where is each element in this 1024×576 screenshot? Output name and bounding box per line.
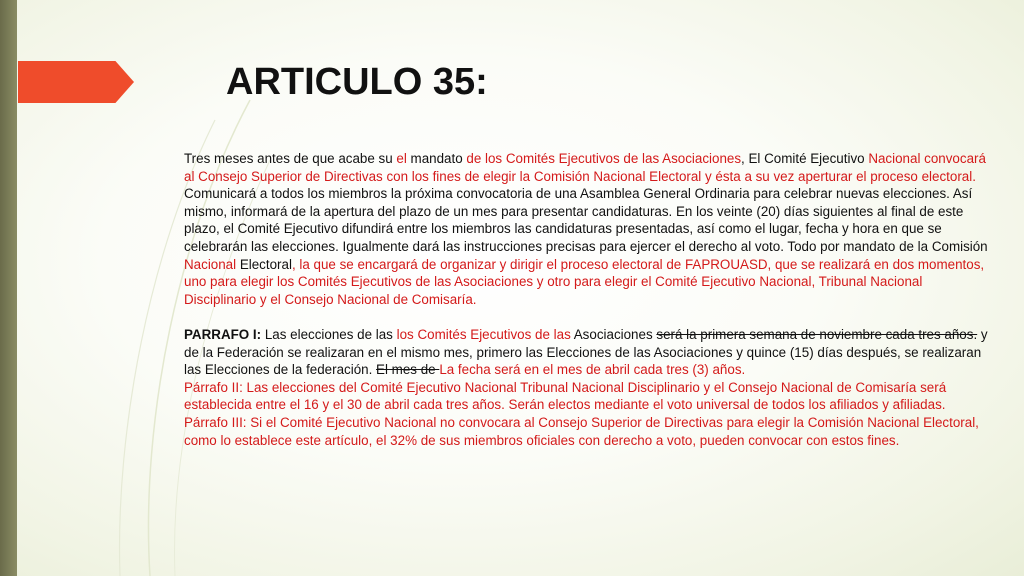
parrafo-3: Párrafo III: Si el Comité Ejecutivo Nacional no convocara al Consejo Superior de Directivas para elegir la Comisión Nacional Electoral, como lo establece este artículo, el 32% de sus miembros oficiales con derecho a voto, pueden convocar con estos fines. [184,414,979,448]
text-segment: Asociaciones [570,326,657,342]
amended-text: , la que se encargará de organizar y dirigir el proceso electoral de FAPROUASD, que se realizará en dos momentos, uno para elegir los Comités Ejecutivos de las Asociaciones y otro para elegir el Comité Ejecutivo Nacional, Tribunal Nacional Disciplinario y el Consejo Nacional de Comisaría. [184,256,985,307]
text-segment: Las elecciones de las [261,326,397,342]
parrafo-1 [184,326,996,379]
slide-title: ARTICULO 35: [226,61,488,103]
slide-body [184,150,996,449]
article-paragraph [184,150,996,308]
title-accent-arrow [18,61,134,103]
text-segment: Comunicará a todos los miembros la próxima convocatoria de una Asamblea General Ordinaria para celebrar nuevas elecciones. Así mismo, informará de la apertura del plazo de un mes para presentar candidaturas. En los veinte (20) días siguientes al final de este plazo, el Comité Ejecutivo difundirá entre los miembros las candidaturas presentadas, así como el lugar, fecha y hora en que se celebrarán las elecciones. Igualmente dará las instrucciones precisas para ejercer el derecho al voto. Todo por mandato de la Comisión [184,186,988,254]
amended-text: de los Comités Ejecutivos de las Asociaciones [466,151,742,166]
parrafo-2: Párrafo II: Las elecciones del Comité Ejecutivo Nacional Tribunal Nacional Disciplinario y el Consejo Nacional de Comisaría será establecida entre el 16 y el 30 de abril cada tres años. Serán electos mediante el voto universal de todos los afiliados y afiliadas. [184,379,947,413]
text-segment: y de la Federación se realizaran en el mismo mes, primero las Elecciones de las Asociaciones y quince (15) días después, se realizaran las Elecciones de la federación. [184,326,988,378]
struck-text: El mes de [376,362,440,378]
text-segment: mandato [406,151,467,166]
amended-text: Nacional convocará al Consejo Superior de Directivas con los fines de elegir la Comisión Nacional Electoral y ésta a su vez aperturar el proceso electoral. [184,151,986,184]
paragraph-gap [184,308,996,326]
amended-text: el [396,151,407,166]
struck-text: será la primera semana de noviembre cada tres años. [656,326,978,342]
parrafo-1-label: PARRAFO I: [184,326,262,342]
text-segment: Tres meses antes de que acabe su [184,151,397,166]
text-segment: Electoral [236,256,292,272]
amended-text: Nacional [184,256,237,272]
amended-text: los Comités Ejecutivos de las [396,326,571,342]
amended-text: La fecha será en el mes de abril cada tres (3) años. [439,362,746,378]
text-segment: , El Comité Ejecutivo [741,151,869,166]
